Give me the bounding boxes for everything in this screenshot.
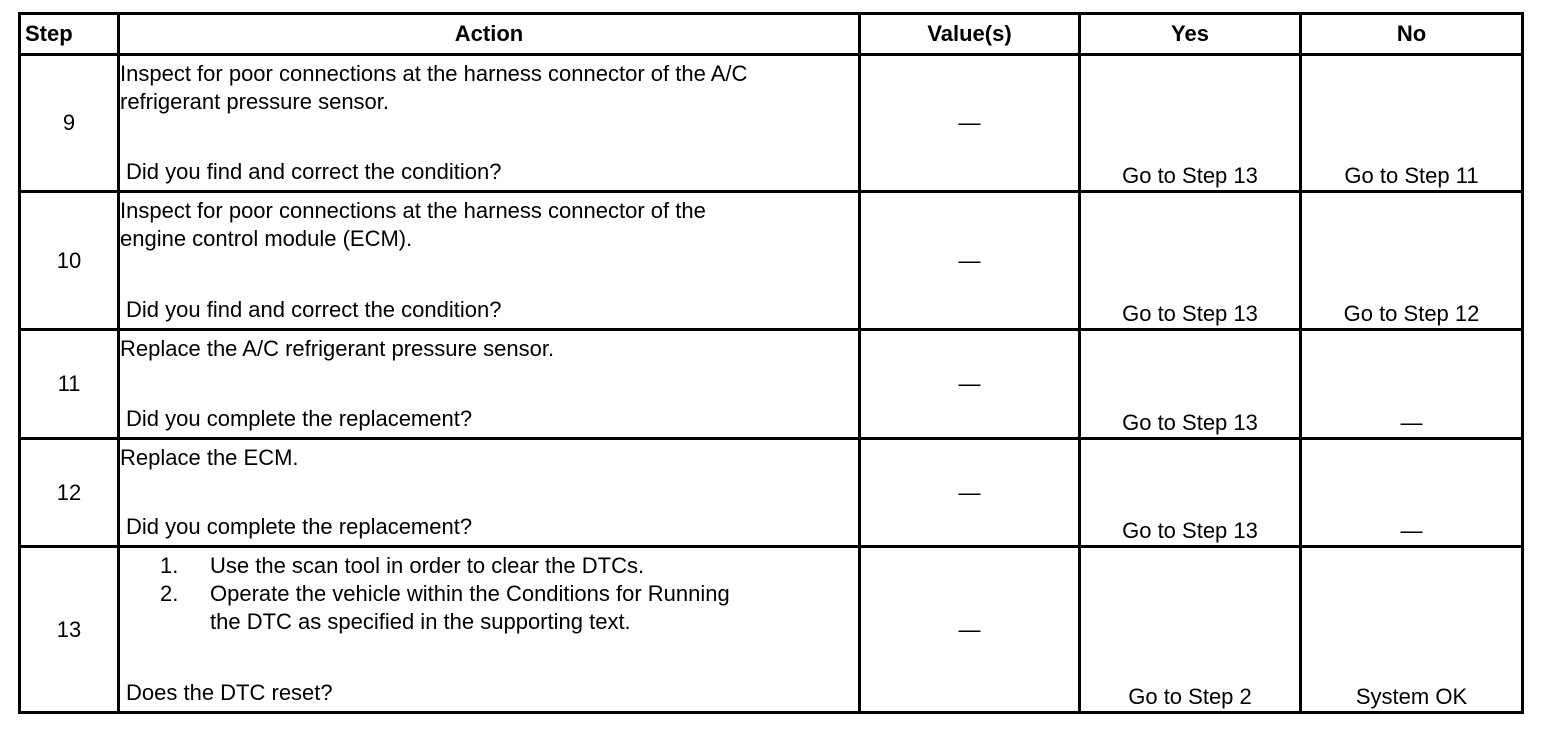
list-item-text: the DTC as specified in the supporting text. bbox=[210, 609, 631, 634]
action-list bbox=[120, 548, 858, 636]
step-number: 11 bbox=[20, 330, 119, 439]
list-item-text: Use the scan tool in order to clear the DTCs. bbox=[210, 553, 645, 578]
action-question: Did you complete the replacement? bbox=[126, 514, 473, 539]
no-cell: — bbox=[1301, 330, 1523, 439]
header-yes: Yes bbox=[1080, 14, 1301, 55]
action-question: Did you complete the replacement? bbox=[126, 406, 473, 431]
table-row-step-10 bbox=[20, 192, 1523, 330]
value-cell: — bbox=[860, 439, 1080, 547]
action-text bbox=[120, 440, 858, 472]
action-question: Did you find and correct the condition? bbox=[126, 297, 502, 322]
action-text bbox=[120, 56, 858, 116]
header-row bbox=[20, 14, 1523, 55]
list-item-text: Operate the vehicle within the Conditions for Running bbox=[210, 581, 730, 606]
action-cell bbox=[119, 439, 860, 547]
list-item-number: 2. bbox=[160, 581, 179, 606]
table-row-step-11 bbox=[20, 330, 1523, 439]
diagnostic-table bbox=[18, 12, 1524, 714]
yes-cell: Go to Step 13 bbox=[1080, 439, 1301, 547]
list-item-number: 1. bbox=[160, 553, 179, 578]
action-line: Inspect for poor connections at the harness connector of the A/C bbox=[120, 61, 748, 86]
action-line: refrigerant pressure sensor. bbox=[120, 89, 390, 114]
yes-cell: Go to Step 2 bbox=[1080, 547, 1301, 713]
action-cell bbox=[119, 55, 860, 192]
no-cell: — bbox=[1301, 439, 1523, 547]
table-row-step-13 bbox=[20, 547, 1523, 713]
action-cell bbox=[119, 192, 860, 330]
header-action: Action bbox=[119, 14, 860, 55]
action-cell bbox=[119, 330, 860, 439]
step-number: 10 bbox=[20, 192, 119, 330]
action-question: Does the DTC reset? bbox=[126, 680, 333, 705]
step-number: 13 bbox=[20, 547, 119, 713]
action-line: engine control module (ECM). bbox=[120, 226, 413, 251]
no-cell: System OK bbox=[1301, 547, 1523, 713]
table-row-step-9 bbox=[20, 55, 1523, 192]
yes-cell: Go to Step 13 bbox=[1080, 330, 1301, 439]
yes-cell: Go to Step 13 bbox=[1080, 55, 1301, 192]
table-row-step-12 bbox=[20, 439, 1523, 547]
no-cell: Go to Step 12 bbox=[1301, 192, 1523, 330]
action-line: Replace the ECM. bbox=[120, 445, 299, 470]
no-cell: Go to Step 11 bbox=[1301, 55, 1523, 192]
list-item bbox=[160, 580, 858, 636]
header-step: Step bbox=[20, 14, 119, 55]
value-cell: — bbox=[860, 547, 1080, 713]
value-cell: — bbox=[860, 192, 1080, 330]
action-question: Did you find and correct the condition? bbox=[126, 159, 502, 184]
action-text bbox=[120, 193, 858, 253]
step-number: 12 bbox=[20, 439, 119, 547]
header-values: Value(s) bbox=[860, 14, 1080, 55]
list-item bbox=[160, 552, 858, 580]
step-number: 9 bbox=[20, 55, 119, 192]
action-text bbox=[120, 331, 858, 363]
action-cell bbox=[119, 547, 860, 713]
value-cell: — bbox=[860, 55, 1080, 192]
action-line: Replace the A/C refrigerant pressure sensor. bbox=[120, 336, 555, 361]
header-no: No bbox=[1301, 14, 1523, 55]
yes-cell: Go to Step 13 bbox=[1080, 192, 1301, 330]
value-cell: — bbox=[860, 330, 1080, 439]
action-line: Inspect for poor connections at the harness connector of the bbox=[120, 198, 706, 223]
